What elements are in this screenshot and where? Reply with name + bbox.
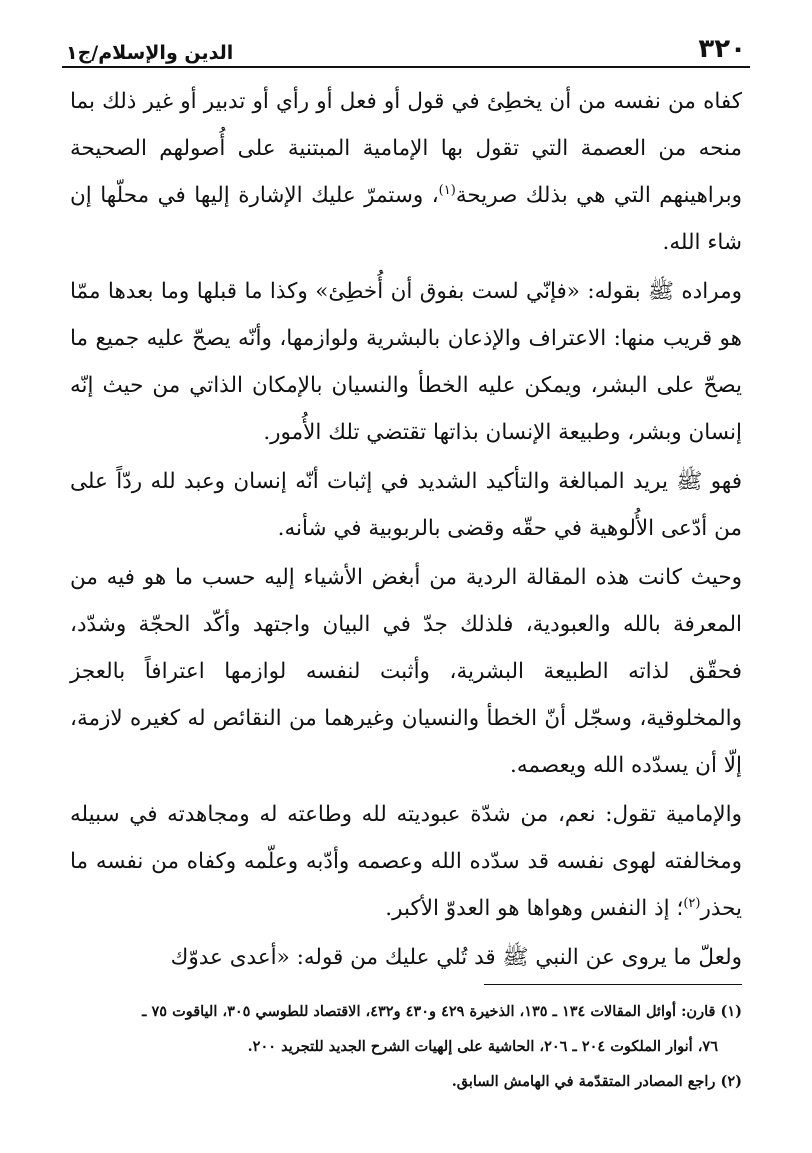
body-text: [70, 78, 742, 983]
paragraph-6: [70, 934, 742, 981]
footnote-1-continuation: ٧٦، أنوار الملكوت ٢٠٤ ـ ٢٠٦، الحاشية على إلهيات الشرح الجديد للتجريد ٢٠٠.: [247, 1038, 718, 1055]
paragraph-text: كفاه من نفسه من أن يخطِئ في قول أو فعل أو رأي أو تدبير أو غير ذلك بما منحه من العصمة التي تقول بها الإمامية المبتنية على أُصولهم الصحيحة وبراهينهم التي هي بذلك صريحة: [70, 89, 742, 208]
footnote-rule: [484, 984, 742, 985]
page-number: ٣٢٠: [698, 34, 746, 64]
paragraph-2: [70, 268, 742, 456]
paragraph-text: وحيث كانت هذه المقالة الردية من أبغض الأشياء إليه حسب ما هو فيه من المعرفة بالله والعبودية، فلذلك جدّ في البيان واجتهد وأكّد الحجّة وشدّد، فحقّق لذاته الطبيعة البشرية، وأثبت لنفسه لوازمها اعترافاً بالعجز والمخلوقية، وسجّل أنّ الخطأ والنسيان وغيرهما من النقائص له كغيره لازمة، إلّا أن يسدّده الله ويعصمه.: [70, 565, 742, 778]
footnotes: [70, 994, 742, 1099]
paragraph-tail: ، وستمرّ عليك الإشارة إليها في محلّها إن شاء الله.: [70, 183, 742, 255]
page-header: [66, 30, 746, 64]
paragraph-5: [70, 791, 742, 932]
paragraph-text: ومراده ﷺ بقوله: «فإنّي لست بفوق أن أُخطِئ» وكذا ما قبلها وما بعدها ممّا هو قريب منها: الاعتراف والإذعان بالبشرية ولوازمها، وأنّه يصحّ عليه جميع ما يصحّ على البشر، ويمكن عليه الخطأ والنسيان بالإمكان الذاتي من حيث إنّه إنسان وبشر، وطبيعة الإنسان بذاتها تقتضي تلك الأُمور.: [70, 279, 742, 445]
paragraph-text: والإمامية تقول: نعم، من شدّة عبوديته لله وطاعته له ومجاهدته في سبيله ومخالفته لهوى نفسه قد سدّده الله وعصمه وأدّبه وعلّمه وكفاه من نفسه ما يحذر: [70, 802, 742, 921]
footnote-ref-2: (٢): [683, 895, 701, 911]
paragraph-3: [70, 458, 742, 552]
footnote-2: (٢) راجع المصادر المتقدّمة في الهامش السابق.: [451, 1073, 742, 1090]
paragraph-tail: ؛ إذ النفس وهواها هو العدوّ الأكبر.: [385, 896, 684, 921]
running-title: الدين والإسلام/ج١: [66, 42, 234, 64]
paragraph-text: فهو ﷺ يريد المبالغة والتأكيد الشديد في إثبات أنّه إنسان وعبد لله ردّاً على من أدّعى الأُلوهية في حقّه وقضى بالربوبية في شأنه.: [70, 469, 742, 541]
paragraph-text: ولعلّ ما يروى عن النبي ﷺ قد تُلي عليك من قوله: «أعدى عدوّك: [170, 945, 742, 970]
paragraph-1: [70, 78, 742, 266]
footnote-ref-1: (١): [438, 182, 456, 198]
paragraph-4: [70, 554, 742, 789]
header-rule: [62, 66, 750, 68]
footnote-1: (١) قارن: أوائل المقالات ١٣٤ ـ ١٣٥، الذخيرة ٤٢٩ و٤٣٠ و٤٣٢، الاقتصاد للطوسي ٣٠٥، الياقوت ٧٥ ـ: [142, 1003, 742, 1020]
